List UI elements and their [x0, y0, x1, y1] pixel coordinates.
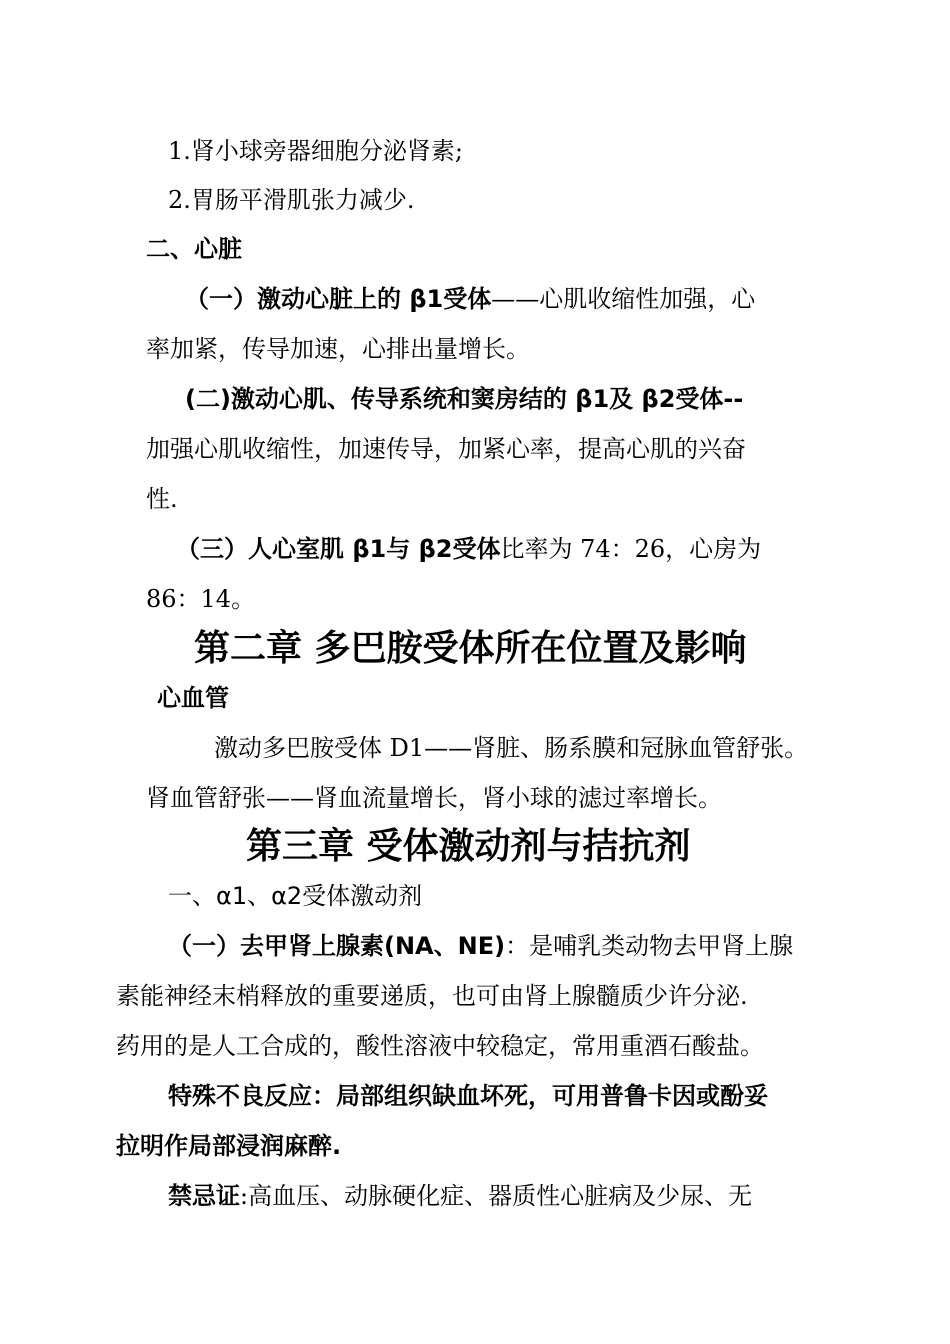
paragraph-1-line-2: 率加紧，传导加速，心排出量增长。: [146, 335, 530, 363]
list-item-2: 2.胃肠平滑肌张力减少.: [168, 186, 415, 214]
norepinephrine-text: ：是哺乳类动物去甲肾上腺: [505, 932, 794, 960]
paragraph-3-line-2: 86：14。: [146, 585, 256, 613]
paragraph-2-line-2: 加强心肌收缩性，加速传导，加紧心率，提高心肌的兴奋: [146, 435, 746, 463]
chapter-2-subheading: 心血管: [157, 684, 229, 712]
paragraph-2-heading: (二)激动心肌、传导系统和窦房结的 β1及 β2受体--: [185, 385, 744, 413]
norepinephrine-line-2: 素能神经末梢释放的重要递质，也可由肾上腺髓质少许分泌.: [116, 982, 748, 1010]
contraindications-text: :高血压、动脉硬化症、器质性心脏病及少尿、无: [240, 1182, 753, 1210]
chapter-3-section-1: 一、α1、α2受体激动剂: [168, 882, 423, 910]
chapter-2-title: 第二章 多巴胺受体所在位置及影响: [194, 628, 747, 669]
chapter-3-title: 第三章 受体激动剂与拮抗剂: [246, 826, 691, 867]
paragraph-2-line-3: 性.: [146, 485, 178, 513]
adverse-reaction-line-1: 特殊不良反应：局部组织缺血坏死，可用普鲁卡因或酚妥: [168, 1082, 768, 1110]
adverse-reaction-line-2: 拉明作局部浸润麻醉.: [116, 1132, 342, 1160]
contraindications-line: [168, 1184, 752, 1208]
list-item-1: 1.肾小球旁器细胞分泌肾素;: [168, 137, 463, 165]
chapter-2-paragraph-1: 激动多巴胺受体 D1——肾脏、肠系膜和冠脉血管舒张。: [214, 734, 809, 762]
paragraph-3-text: 比率为 74：26，心房为: [500, 535, 762, 563]
paragraph-1-line-1: [185, 287, 755, 311]
norepinephrine-line-3: 药用的是人工合成的，酸性溶液中较稳定，常用重酒石酸盐。: [116, 1032, 764, 1060]
chapter-2-paragraph-2: 肾血管舒张——肾血流量增长，肾小球的滤过率增长。: [146, 784, 722, 812]
paragraph-3-bold: （三）人心室肌 β1与 β2受体: [176, 535, 501, 563]
section-heading-heart: 二、心脏: [146, 235, 242, 263]
contraindications-label: 禁忌证: [168, 1182, 240, 1210]
paragraph-1-bold: （一）激动心脏上的 β1受体: [185, 285, 492, 313]
norepinephrine-line-1: [168, 934, 793, 958]
paragraph-1-text: ——心肌收缩性加强，心: [491, 285, 756, 313]
paragraph-3-line-1: [176, 537, 761, 561]
norepinephrine-bold: （一）去甲肾上腺素(NA、NE): [168, 932, 506, 960]
